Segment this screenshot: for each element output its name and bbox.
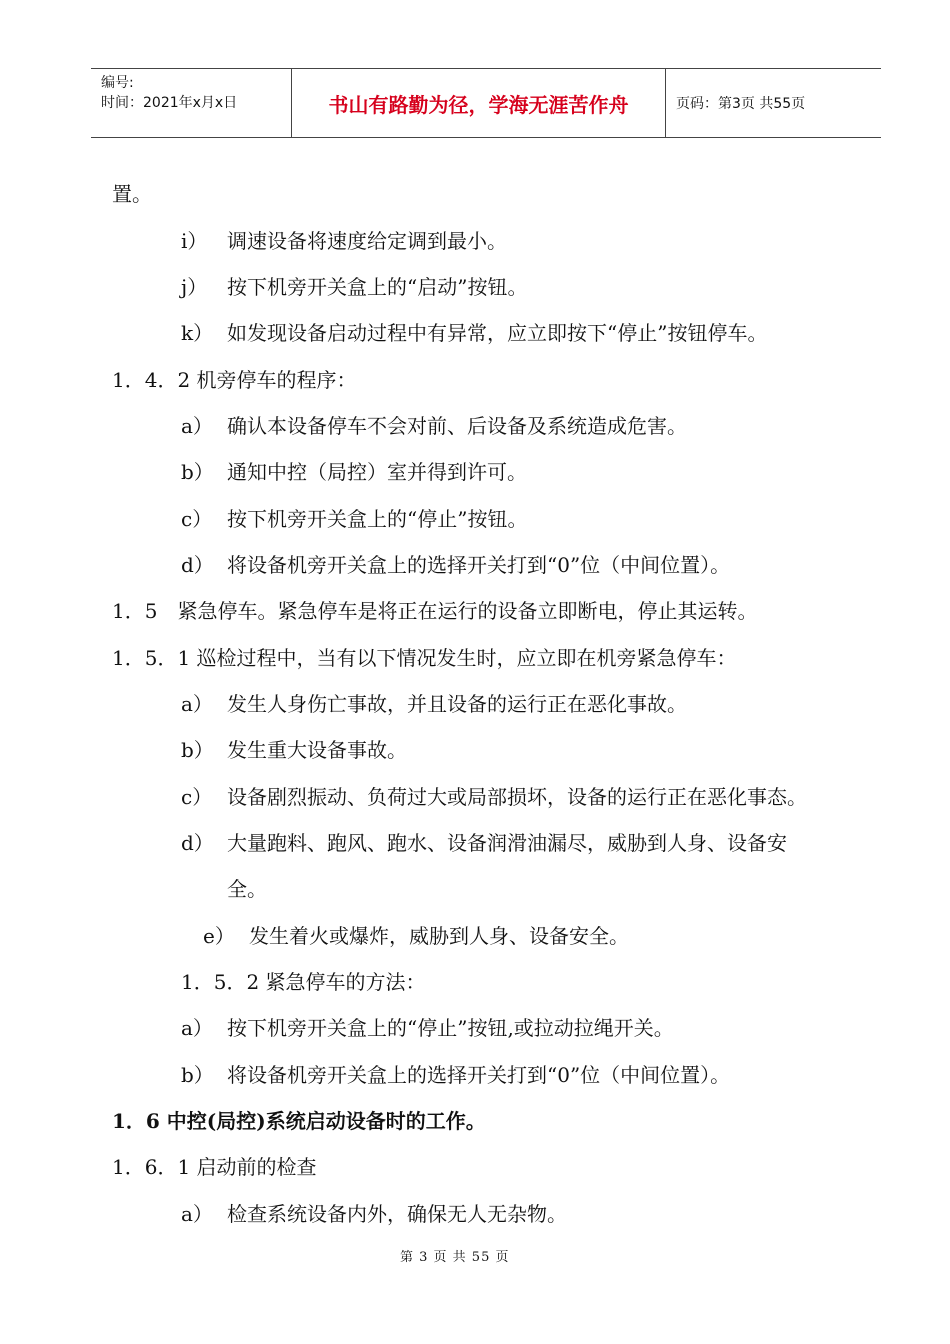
header-motto: 书山有路勤为径，学海无涯苦作舟 [292, 69, 666, 137]
section-heading: 1．5．1 巡检过程中，当有以下情况发生时，应立即在机旁紧急停车： [112, 646, 737, 670]
list-item: a） 发生人身伤亡事故，并且设备的运行正在恶化事故。 [181, 692, 687, 716]
header-meta [91, 69, 292, 137]
list-item: a） 按下机旁开关盒上的“停止”按钮,或拉动拉绳开关。 [181, 1016, 674, 1040]
list-item: j） 按下机旁开关盒上的“启动”按钮。 [181, 275, 528, 299]
list-item: k） 如发现设备启动过程中有异常，应立即按下“停止”按钮停车。 [181, 321, 768, 345]
page-header [91, 68, 881, 138]
list-item: c） 设备剧烈振动、负荷过大或局部损坏，设备的运行正在恶化事态。 [181, 785, 807, 809]
list-item: e） 发生着火或爆炸，威胁到人身、设备安全。 [203, 924, 629, 948]
section-heading: 1．5．2 紧急停车的方法： [181, 970, 426, 994]
list-item: c） 按下机旁开关盒上的“停止”按钮。 [181, 507, 528, 531]
list-item: b） 通知中控（局控）室并得到许可。 [181, 460, 527, 484]
section-heading: 1．6 中控(局控)系统启动设备时的工作。 [112, 1109, 486, 1133]
list-item: i） 调速设备将速度给定调到最小。 [181, 229, 507, 253]
list-item: d） 将设备机旁开关盒上的选择开关打到“0”位（中间位置）。 [181, 553, 731, 577]
list-item: d） 大量跑料、跑风、跑水、设备润滑油漏尽，威胁到人身、设备安 [181, 831, 787, 855]
body-line: 全。 [227, 877, 267, 901]
document-number-label: 编号: [101, 75, 134, 91]
section-heading: 1．5 紧急停车。紧急停车是将正在运行的设备立即断电，停止其运转。 [112, 599, 758, 623]
page-footer: 第 3 页 共 55 页 [400, 1250, 510, 1265]
body-line: 置。 [112, 182, 152, 206]
list-item: a） 确认本设备停车不会对前、后设备及系统造成危害。 [181, 414, 687, 438]
document-time-label: 时间：2021年x月x日 [101, 95, 238, 111]
section-heading: 1．4．2 机旁停车的程序： [112, 368, 357, 392]
section-heading: 1．6．1 启动前的检查 [112, 1155, 317, 1179]
list-item: a） 检查系统设备内外，确保无人无杂物。 [181, 1202, 567, 1226]
header-page-number: 页码：第3页 共55页 [676, 96, 806, 112]
list-item: b） 发生重大设备事故。 [181, 738, 407, 762]
list-item: b） 将设备机旁开关盒上的选择开关打到“0”位（中间位置）。 [181, 1063, 731, 1087]
